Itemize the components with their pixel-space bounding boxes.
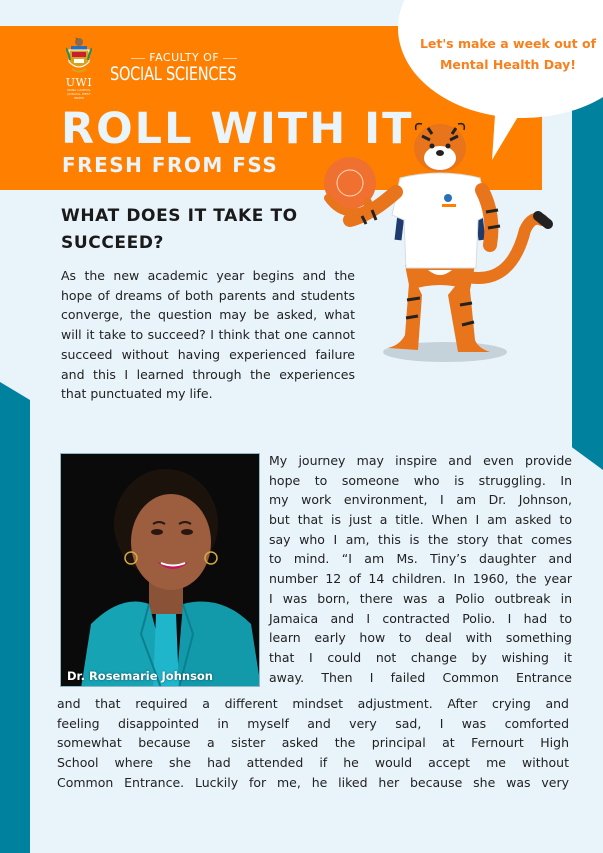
story-line: somewhat because a sister asked the principal at Fernourt High xyxy=(57,735,569,751)
photo-caption: Dr. Rosemarie Johnson xyxy=(67,669,213,683)
uwi-wordmark: UWI xyxy=(65,76,93,89)
story-line: I was born, there was a Polio outbreak in xyxy=(269,590,572,606)
story-line: feeling disappointed in myself and very sad, I was comforted xyxy=(57,715,569,731)
headline-line-2: SUCCEED? xyxy=(61,233,164,253)
story-line: learn early how to deal with something xyxy=(269,630,572,646)
story-line: number 12 of 14 children. In 1960, the year xyxy=(269,571,572,587)
story-paragraph-right-column xyxy=(269,451,572,687)
newsletter-subtitle: FRESH FROM FSS xyxy=(62,153,279,177)
article-intro-paragraph: As the new academic year begins and the hope of dreams of both parents and students converge, the question may be asked, what will it take to succeed? I think that one cannot succeed without having experienced failure and this I learned through the experiences that punctuated my life. xyxy=(61,268,355,402)
author-photo xyxy=(60,453,260,687)
bubble-line-1: Let's make a week out of xyxy=(419,36,597,51)
story-line: say who I am, this is the story that comes xyxy=(269,531,572,547)
newsletter-title: ROLL WITH IT xyxy=(61,104,414,154)
story-line: away. Then I failed Common Entrance xyxy=(269,669,572,685)
story-line: hope to someone who is struggling. In xyxy=(269,472,572,488)
teal-accent-bar-right xyxy=(572,90,603,470)
faculty-logo xyxy=(62,36,258,100)
story-line: Jamaica and I contracted Polio. I had to xyxy=(269,610,572,626)
headline-line-1: WHAT DOES IT TAKE TO xyxy=(61,206,298,226)
teal-accent-bar-left xyxy=(0,382,30,853)
story-line: My journey may inspire and even provide xyxy=(269,453,572,468)
speech-bubble-text xyxy=(410,33,603,75)
portrait-illustration xyxy=(61,454,260,687)
story-paragraph-full-width xyxy=(57,694,569,792)
article-headline xyxy=(61,203,321,257)
bubble-line-2: Mental Health Day! xyxy=(439,57,577,72)
uwi-campus-label: MONA CAMPUS, JAMAICA, WEST INDIES xyxy=(67,88,91,100)
story-line: School where she had attended if he would accept me without xyxy=(57,755,569,771)
faculty-name-label: SOCIAL SCIENCES xyxy=(110,63,237,85)
story-line: and that required a different mindset adjustment. After crying and xyxy=(57,696,569,711)
story-line: to mind. “I am Ms. Tiny’s daughter and xyxy=(269,551,572,567)
crest-icon xyxy=(66,36,92,76)
faculty-of-label: FACULTY OF xyxy=(110,52,258,64)
story-line: but that is just a title. When I am asked to xyxy=(269,512,572,528)
story-line: Common Entrance. Luckily for me, he liked her because she was very xyxy=(57,774,569,790)
faculty-wordmark xyxy=(110,52,258,84)
story-line: my work environment, I am Dr. Johnson, xyxy=(269,492,572,508)
story-line: that I could not change by wishing it xyxy=(269,649,572,665)
uwi-crest xyxy=(62,36,96,100)
